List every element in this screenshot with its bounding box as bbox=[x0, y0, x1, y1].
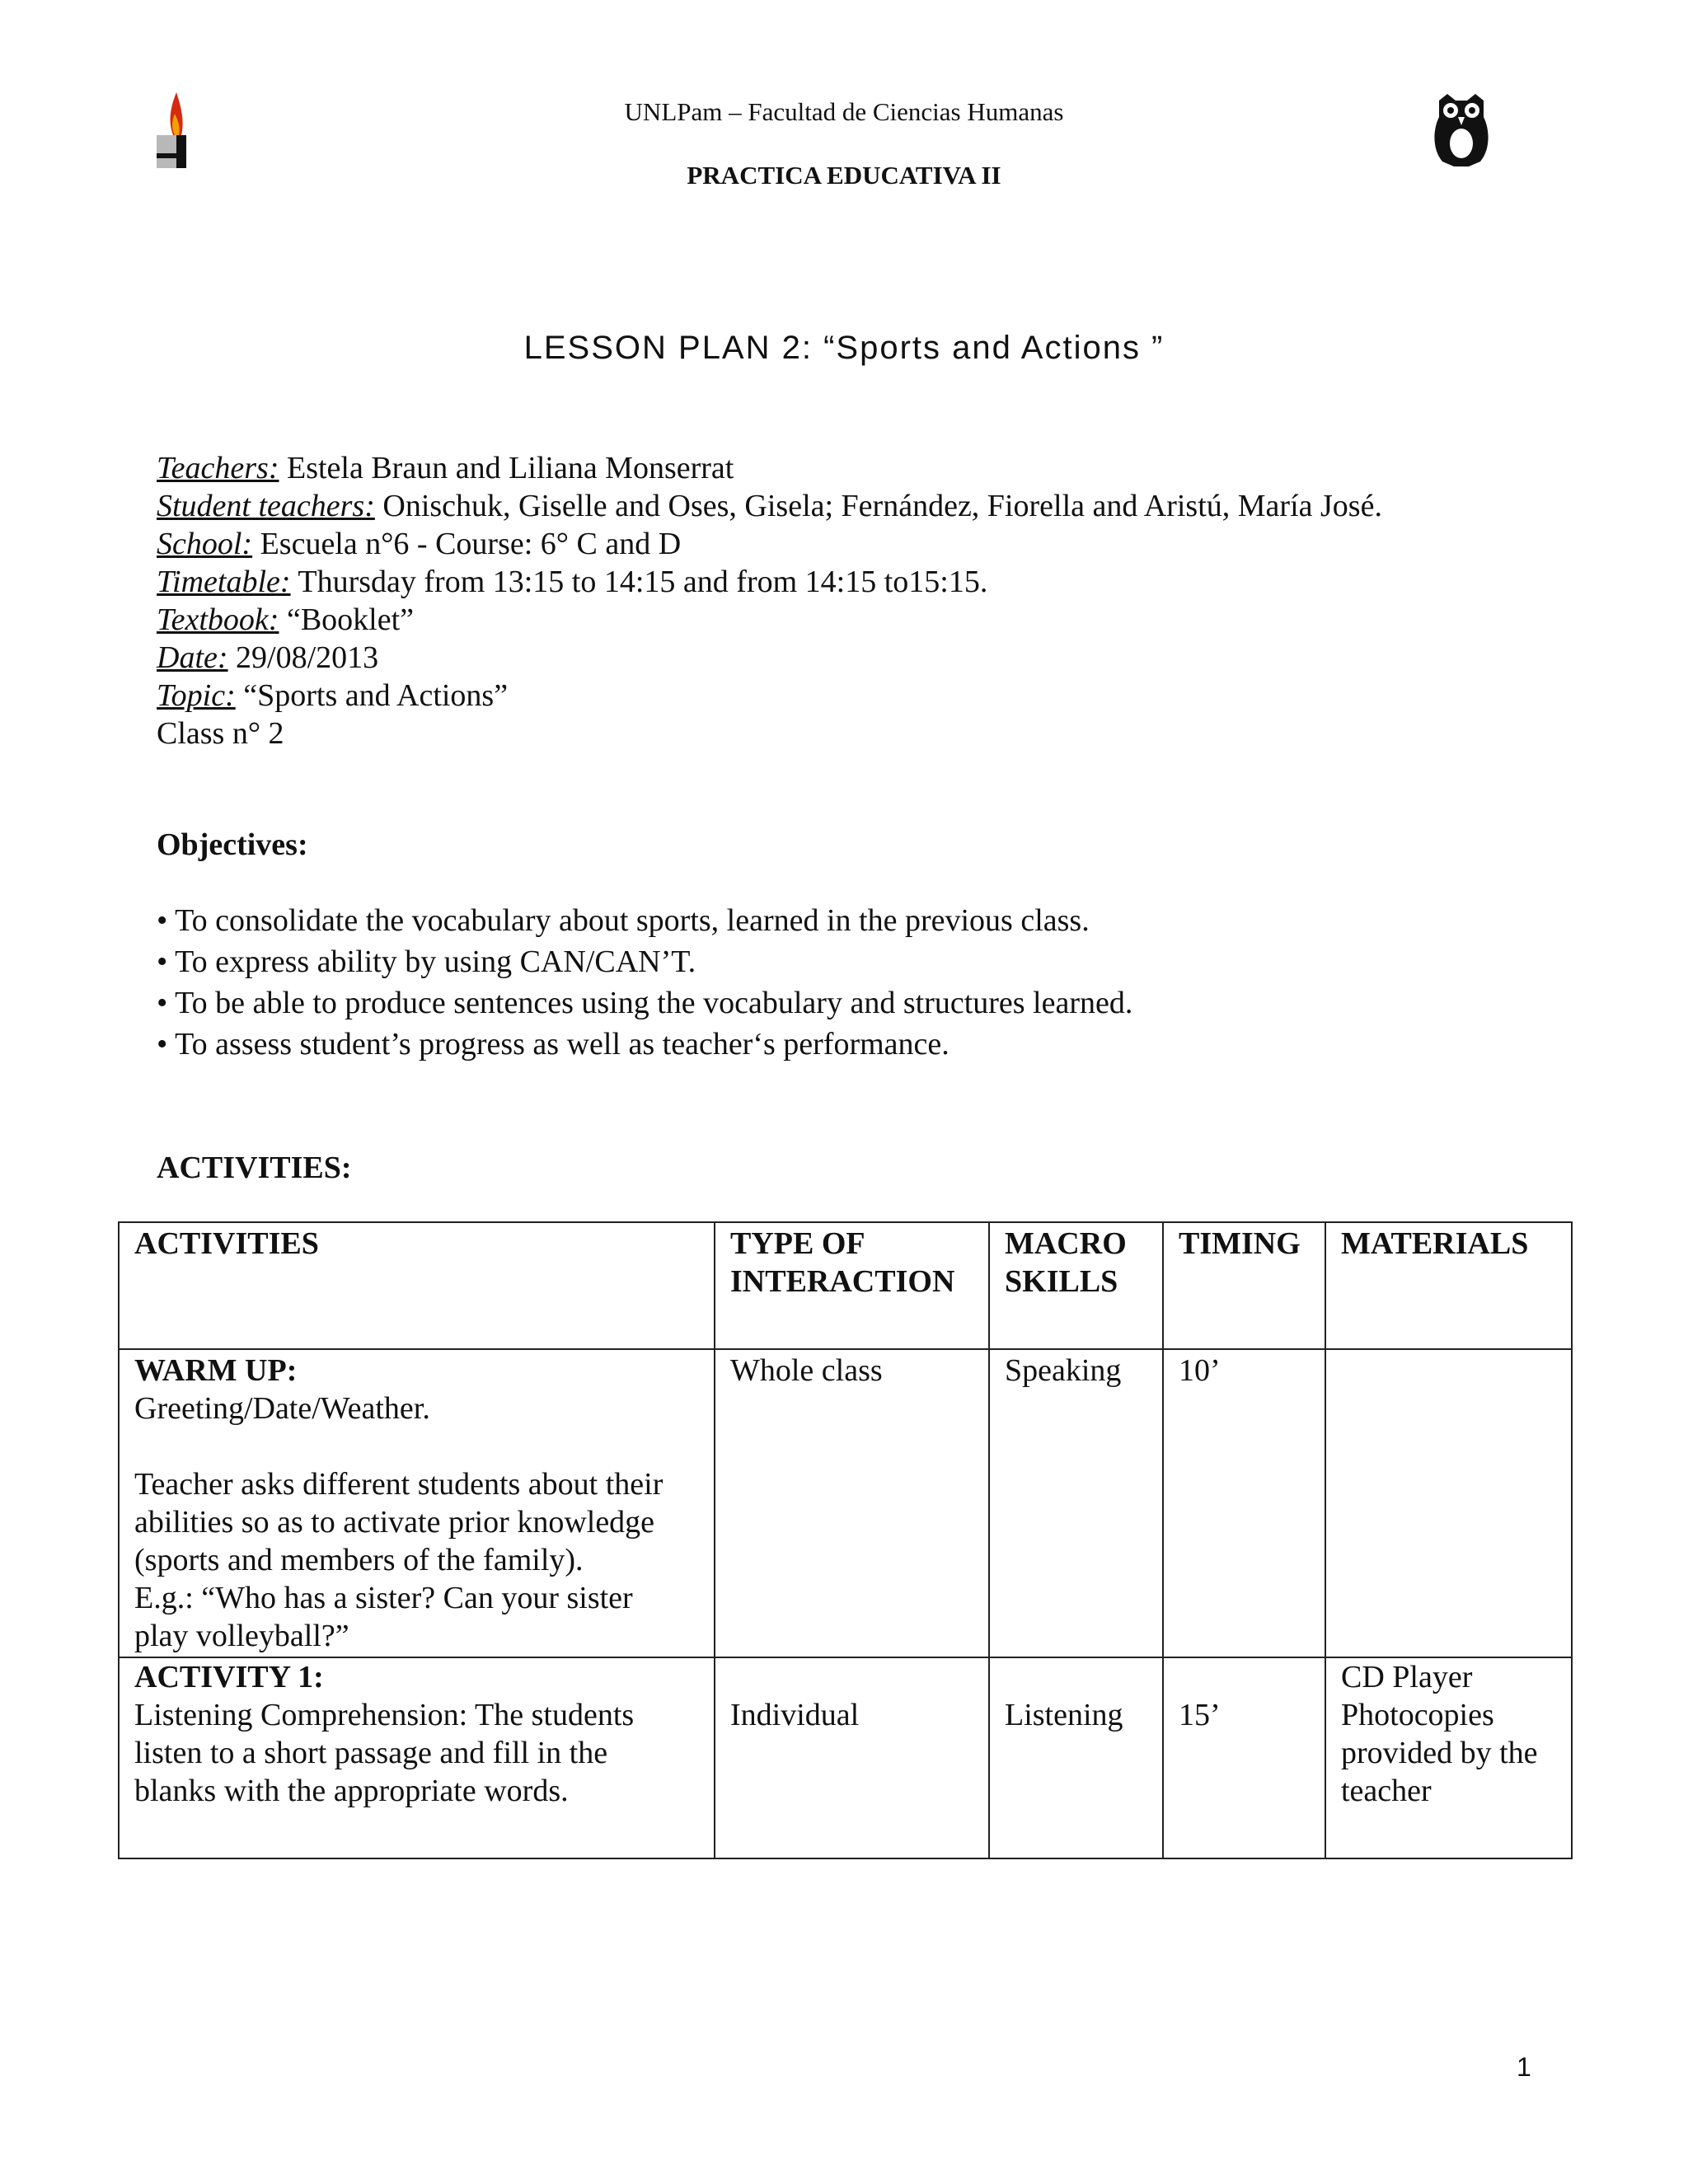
paragraph-gap bbox=[134, 1427, 714, 1465]
topic-value: “Sports and Actions” bbox=[235, 678, 509, 713]
info-student-teachers bbox=[157, 487, 1382, 525]
header-activities bbox=[119, 1222, 715, 1349]
activity-cell bbox=[119, 1657, 715, 1858]
skills-cell: Listening bbox=[989, 1657, 1163, 1858]
institution-header: UNLPam – Facultad de Ciencias Humanas bbox=[624, 97, 1064, 126]
info-teachers bbox=[157, 449, 1382, 487]
page-number: 1 bbox=[1517, 2052, 1531, 2082]
timing-cell: 15’ bbox=[1163, 1657, 1325, 1858]
timing-cell: 10’ bbox=[1163, 1349, 1325, 1657]
date-value: 29/08/2013 bbox=[227, 640, 379, 675]
objective-item: • To be able to produce sentences using the vocabulary and structures learned. bbox=[157, 986, 1133, 1020]
topic-label: Topic: bbox=[157, 678, 236, 713]
materials-line: CD Player bbox=[1341, 1660, 1473, 1694]
materials-line: teacher bbox=[1341, 1774, 1432, 1808]
objectives-heading: Objectives: bbox=[157, 827, 308, 862]
activity-line: abilities so as to activate prior knowledge bbox=[134, 1505, 655, 1540]
info-school bbox=[157, 525, 1382, 563]
header-interaction-line: TYPE OF bbox=[730, 1226, 865, 1261]
activity-line: listen to a short passage and fill in the bbox=[134, 1736, 608, 1770]
lesson-info bbox=[157, 449, 1382, 752]
objective-item: • To consolidate the vocabulary about sports, learned in the previous class. bbox=[157, 903, 1090, 938]
materials-line: Photocopies bbox=[1341, 1698, 1494, 1732]
activity-title: WARM UP: bbox=[134, 1353, 298, 1388]
textbook-value: “Booklet” bbox=[279, 602, 415, 637]
student-teachers-value: Onischuk, Giselle and Oses, Gisela; Fernández, Fiorella and Aristú, María José. bbox=[374, 489, 1382, 523]
timetable-value: Thursday from 13:15 to 14:15 and from 14:15 to15:15. bbox=[290, 565, 988, 599]
activity-line: play volleyball?” bbox=[134, 1619, 349, 1653]
date-label: Date: bbox=[157, 640, 228, 675]
header-skills bbox=[989, 1222, 1163, 1349]
objective-item: • To express ability by using CAN/CAN’T. bbox=[157, 944, 696, 979]
header-materials-label: MATERIALS bbox=[1341, 1226, 1529, 1261]
activity-line: Greeting/Date/Weather. bbox=[134, 1391, 430, 1426]
document-title: LESSON PLAN 2: “Sports and Actions ” bbox=[523, 330, 1165, 366]
interaction-cell: Whole class bbox=[715, 1349, 989, 1657]
student-teachers-label: Student teachers: bbox=[157, 489, 375, 523]
skills-cell: Speaking bbox=[989, 1349, 1163, 1657]
info-timetable bbox=[157, 563, 1382, 601]
header-activities-label: ACTIVITIES bbox=[134, 1226, 319, 1261]
info-textbook bbox=[157, 601, 1382, 639]
school-value: Escuela n°6 - Course: 6° C and D bbox=[252, 527, 682, 561]
activity-cell bbox=[119, 1349, 715, 1657]
materials-cell bbox=[1325, 1349, 1572, 1657]
timetable-label: Timetable: bbox=[157, 565, 291, 599]
materials-line: provided by the bbox=[1341, 1736, 1538, 1770]
activity-line: E.g.: “Who has a sister? Can your sister bbox=[134, 1581, 633, 1615]
interaction-cell: Individual bbox=[715, 1657, 989, 1858]
table-row bbox=[119, 1657, 1572, 1858]
materials-cell bbox=[1325, 1657, 1572, 1858]
activity-line: Teacher asks different students about their bbox=[134, 1467, 663, 1502]
header-timing-label: TIMING bbox=[1179, 1226, 1301, 1261]
header-interaction bbox=[715, 1222, 989, 1349]
school-label: School: bbox=[157, 527, 253, 561]
objectives-list bbox=[157, 900, 1132, 1065]
table-row bbox=[119, 1349, 1572, 1657]
info-date bbox=[157, 639, 1382, 677]
header-skills-line: SKILLS bbox=[1005, 1264, 1118, 1299]
activities-table bbox=[118, 1221, 1573, 1859]
info-topic bbox=[157, 677, 1382, 715]
header-interaction-line: INTERACTION bbox=[730, 1264, 955, 1299]
activity-line: blanks with the appropriate words. bbox=[134, 1774, 569, 1808]
header-timing bbox=[1163, 1222, 1325, 1349]
activity-line: (sports and members of the family). bbox=[134, 1543, 584, 1577]
textbook-label: Textbook: bbox=[157, 602, 279, 637]
table-header-row bbox=[119, 1222, 1572, 1349]
activity-title: ACTIVITY 1: bbox=[134, 1660, 324, 1694]
activity-line: Listening Comprehension: The students bbox=[134, 1698, 635, 1732]
info-class-number: Class n° 2 bbox=[157, 716, 284, 751]
teachers-label: Teachers: bbox=[157, 451, 279, 485]
header-skills-line: MACRO bbox=[1005, 1226, 1127, 1261]
objective-item: • To assess student’s progress as well as teacher‘s performance. bbox=[157, 1027, 950, 1062]
course-header: PRACTICA EDUCATIVA II bbox=[687, 161, 1001, 190]
header-materials bbox=[1325, 1222, 1572, 1349]
teachers-value: Estela Braun and Liliana Monserrat bbox=[279, 451, 734, 485]
activities-heading: ACTIVITIES: bbox=[157, 1151, 352, 1185]
